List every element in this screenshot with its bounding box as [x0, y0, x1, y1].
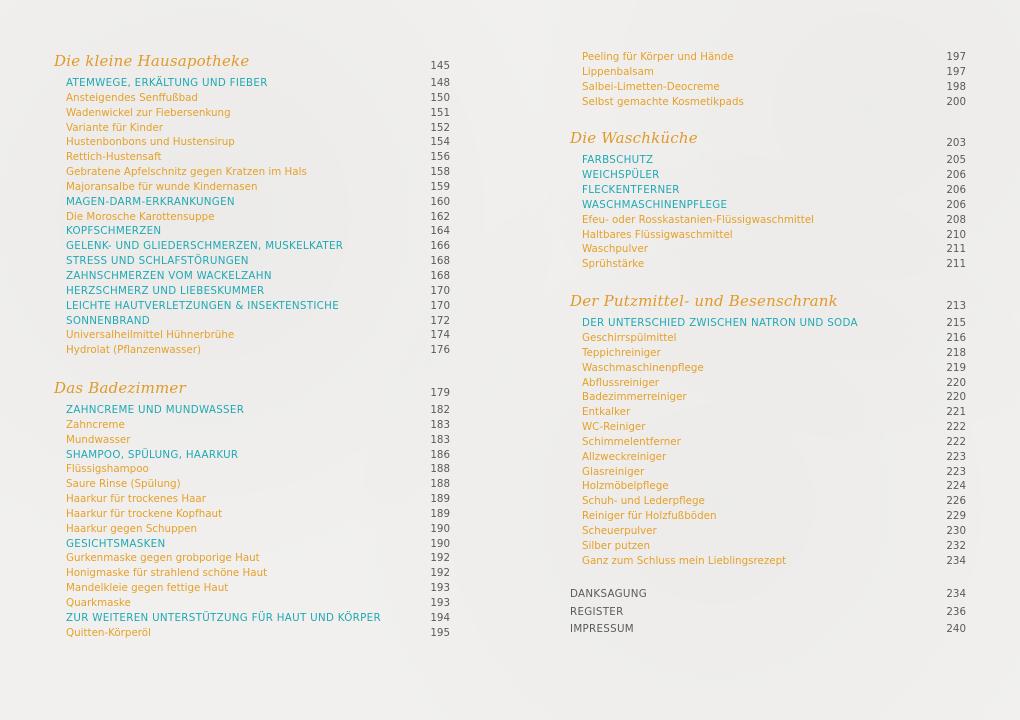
- toc-recipe-entry[interactable]: [54, 581, 450, 596]
- toc-recipe-entry[interactable]: [570, 213, 966, 228]
- chapter-page-number: 203: [946, 137, 966, 150]
- entry-page-number: 223: [946, 465, 966, 478]
- chapter-heading[interactable]: [54, 375, 450, 401]
- toc-recipe-entry[interactable]: [54, 522, 450, 537]
- toc-recipe-entry[interactable]: [54, 492, 450, 507]
- entry-label: Reiniger für Holzfußböden: [582, 510, 717, 523]
- toc-recipe-entry[interactable]: [54, 210, 450, 225]
- entry-label: Haarkur für trockene Kopfhaut: [66, 507, 223, 520]
- entry-label: WC-Reiniger: [582, 421, 646, 434]
- entry-label: SONNENBRAND: [66, 314, 151, 327]
- toc-section-entry[interactable]: [54, 195, 450, 210]
- entry-page-number: 194: [430, 611, 450, 624]
- entry-label: FLECKENTFERNER: [582, 184, 680, 197]
- entry-page-number: 234: [946, 554, 966, 567]
- entry-label: Mundwasser: [66, 433, 131, 446]
- entry-label: Entkalker: [582, 406, 631, 419]
- entry-label: ZAHNSCHMERZEN VOM WACKELZAHN: [66, 269, 272, 282]
- toc-section-entry[interactable]: [54, 76, 450, 91]
- entry-label: Universalheilmittel Hühnerbrühe: [66, 329, 235, 342]
- toc-recipe-entry[interactable]: [570, 361, 966, 376]
- entry-page-number: 190: [430, 537, 450, 550]
- toc-section-entry[interactable]: [54, 284, 450, 299]
- chapter-page-number: 179: [430, 387, 450, 400]
- entry-label: HERZSCHMERZ UND LIEBESKUMMER: [66, 284, 265, 297]
- entry-page-number: 148: [430, 77, 450, 89]
- entry-label: Haarkur gegen Schuppen: [66, 522, 197, 535]
- back-matter-item[interactable]: [570, 586, 966, 604]
- entry-page-number: 182: [430, 404, 450, 417]
- toc-recipe-entry[interactable]: [54, 180, 450, 195]
- entry-page-number: 222: [946, 421, 966, 434]
- continued-entries: [570, 50, 966, 109]
- entry-page-number: 193: [430, 582, 450, 595]
- entry-label: Waschpulver: [582, 243, 648, 256]
- right-toc-column: [570, 50, 966, 639]
- toc-recipe-entry[interactable]: [54, 91, 450, 106]
- toc-section-entry[interactable]: [54, 239, 450, 254]
- entry-page-number: 170: [430, 299, 450, 312]
- entry-page-number: 211: [946, 258, 966, 271]
- entry-page-number: 236: [946, 605, 966, 618]
- entry-label: Zahncreme: [66, 418, 125, 431]
- entry-page-number: 198: [946, 80, 966, 93]
- entry-label: Rettich-Hustensaft: [66, 151, 162, 164]
- entry-label: Mandelkleie gegen fettige Haut: [66, 582, 229, 595]
- chapter-page-number: 145: [430, 60, 450, 72]
- entry-page-number: 158: [430, 166, 450, 179]
- back-matter-item[interactable]: [570, 604, 966, 622]
- entry-page-number: 215: [946, 317, 966, 330]
- entry-label: DER UNTERSCHIED ZWISCHEN NATRON UND SODA: [582, 317, 858, 330]
- entry-page-number: 232: [946, 539, 966, 552]
- entry-label: Honigmaske für strahlend schöne Haut: [66, 567, 268, 580]
- entry-label: Teppichreiniger: [582, 346, 661, 359]
- toc-recipe-entry[interactable]: [570, 539, 966, 554]
- entry-label: Wadenwickel zur Fiebersenkung: [66, 106, 231, 119]
- entry-page-number: 164: [430, 225, 450, 238]
- toc-recipe-entry[interactable]: [54, 418, 450, 433]
- entry-page-number: 168: [430, 269, 450, 282]
- toc-recipe-entry[interactable]: [570, 242, 966, 257]
- entry-page-number: 188: [430, 463, 450, 476]
- entry-label: ZUR WEITEREN UNTERSTÜTZUNG FÜR HAUT UND KÖRPER: [66, 611, 381, 624]
- entry-label: Gebratene Apfelschnitz gegen Kratzen im Hals: [66, 166, 307, 179]
- entry-page-number: 206: [946, 184, 966, 197]
- toc-recipe-entry[interactable]: [54, 121, 450, 136]
- entry-label: ZAHNCREME UND MUNDWASSER: [66, 404, 245, 417]
- entry-page-number: 195: [430, 626, 450, 639]
- toc-recipe-entry[interactable]: [570, 80, 966, 95]
- toc-recipe-entry[interactable]: [570, 228, 966, 243]
- toc-recipe-entry[interactable]: [570, 65, 966, 80]
- toc-recipe-entry[interactable]: [54, 150, 450, 165]
- entry-page-number: 151: [430, 106, 450, 119]
- entry-page-number: 166: [430, 240, 450, 253]
- entry-page-number: 206: [946, 169, 966, 182]
- toc-recipe-entry[interactable]: [570, 524, 966, 539]
- entry-label: Quitten-Körperöl: [66, 626, 151, 639]
- toc-section-entry[interactable]: [54, 403, 450, 418]
- toc-recipe-entry[interactable]: [54, 135, 450, 150]
- right-page: [510, 0, 1020, 720]
- entry-page-number: 208: [946, 213, 966, 226]
- entry-label: DANKSAGUNG: [570, 588, 648, 601]
- toc-section-entry[interactable]: [54, 314, 450, 329]
- toc-section-entry[interactable]: [54, 299, 450, 314]
- chapter-heading[interactable]: [570, 125, 966, 151]
- entry-page-number: 206: [946, 198, 966, 211]
- entry-page-number: 190: [430, 522, 450, 535]
- entry-label: Silber putzen: [582, 539, 651, 552]
- entry-label: Schimmelentferner: [582, 435, 681, 448]
- entry-label: Geschirrspülmittel: [582, 331, 677, 344]
- toc-recipe-entry[interactable]: [54, 106, 450, 121]
- entry-page-number: 162: [430, 210, 450, 223]
- entry-page-number: 174: [430, 329, 450, 342]
- entry-label: REGISTER: [570, 605, 624, 618]
- entry-label: KOPFSCHMERZEN: [66, 225, 162, 238]
- toc-section-entry[interactable]: [570, 316, 966, 331]
- toc-recipe-entry[interactable]: [570, 479, 966, 494]
- entry-label: Die Morosche Karottensuppe: [66, 210, 215, 223]
- toc-recipe-entry[interactable]: [54, 343, 450, 358]
- toc-recipe-entry[interactable]: [570, 420, 966, 435]
- entry-label: LEICHTE HAUTVERLETZUNGEN & INSEKTENSTICHE: [66, 299, 340, 312]
- chapter-title: Das Badezimmer: [54, 379, 186, 398]
- toc-section-entry[interactable]: [570, 153, 966, 168]
- entry-page-number: 188: [430, 478, 450, 491]
- entry-label: Holzmöbelpflege: [582, 480, 669, 493]
- entry-page-number: 160: [430, 195, 450, 208]
- entry-label: STRESS UND SCHLAFSTÖRUNGEN: [66, 255, 249, 268]
- entry-page-number: 150: [430, 91, 450, 104]
- toc-recipe-entry[interactable]: [54, 626, 450, 641]
- entry-page-number: 192: [430, 552, 450, 565]
- chapter-title: Die kleine Hausapotheke: [54, 52, 250, 70]
- entry-page-number: 186: [430, 448, 450, 461]
- chapter-entries: [570, 316, 966, 568]
- toc-recipe-entry[interactable]: [54, 566, 450, 581]
- entry-page-number: 154: [430, 136, 450, 149]
- entry-page-number: 224: [946, 480, 966, 493]
- entry-page-number: 205: [946, 154, 966, 167]
- entry-label: WASCHMASCHINENPFLEGE: [582, 198, 728, 211]
- toc-recipe-entry[interactable]: [570, 435, 966, 450]
- entry-label: Efeu- oder Rosskastanien-Flüssigwaschmittel: [582, 213, 815, 226]
- entry-label: ATEMWEGE, ERKÄLTUNG UND FIEBER: [66, 77, 268, 89]
- toc-recipe-entry[interactable]: [54, 433, 450, 448]
- entry-page-number: 210: [946, 228, 966, 241]
- entry-page-number: 183: [430, 418, 450, 431]
- entry-page-number: 211: [946, 243, 966, 256]
- entry-page-number: 189: [430, 507, 450, 520]
- entry-page-number: 159: [430, 180, 450, 193]
- entry-page-number: 192: [430, 567, 450, 580]
- entry-page-number: 240: [946, 623, 966, 636]
- toc-section-entry[interactable]: [54, 224, 450, 239]
- chapter-entries: [54, 403, 450, 641]
- entry-label: Haltbares Flüssigwaschmittel: [582, 228, 733, 241]
- toc-section-entry[interactable]: [54, 611, 450, 626]
- entry-label: Haarkur für trockenes Haar: [66, 493, 206, 506]
- entry-label: Peeling für Körper und Hände: [582, 51, 734, 63]
- entry-page-number: 223: [946, 450, 966, 463]
- entry-page-number: 193: [430, 597, 450, 609]
- entry-page-number: 200: [946, 95, 966, 108]
- entry-page-number: 170: [430, 284, 450, 297]
- chapter-title: Die Waschküche: [570, 129, 698, 148]
- entry-page-number: 222: [946, 435, 966, 448]
- toc-recipe-entry[interactable]: [570, 450, 966, 465]
- entry-page-number: 226: [946, 495, 966, 508]
- toc-recipe-entry[interactable]: [570, 331, 966, 346]
- entry-label: Lippenbalsam: [582, 65, 654, 78]
- entry-label: Badezimmerreiniger: [582, 391, 687, 404]
- entry-label: Quarkmaske: [66, 597, 131, 609]
- chapter-heading[interactable]: [570, 288, 966, 314]
- toc-section-entry[interactable]: [54, 537, 450, 552]
- toc-section-entry[interactable]: [570, 198, 966, 213]
- left-toc-column: [54, 48, 450, 641]
- toc-section-entry[interactable]: [570, 183, 966, 198]
- chapter-entries: [570, 153, 966, 272]
- toc-recipe-entry[interactable]: [570, 50, 966, 65]
- entry-label: Scheuerpulver: [582, 524, 657, 537]
- entry-page-number: 172: [430, 314, 450, 327]
- toc-recipe-entry[interactable]: [570, 346, 966, 361]
- entry-label: Schuh- und Lederpflege: [582, 495, 705, 508]
- entry-label: Majoransalbe für wunde Kindernasen: [66, 180, 258, 193]
- entry-page-number: 176: [430, 344, 450, 357]
- toc-recipe-entry[interactable]: [570, 376, 966, 391]
- entry-label: FARBSCHUTZ: [582, 154, 654, 167]
- toc-recipe-entry[interactable]: [54, 596, 450, 611]
- entry-label: Hustenbonbons und Hustensirup: [66, 136, 235, 149]
- toc-recipe-entry[interactable]: [570, 465, 966, 480]
- chapter-heading[interactable]: [54, 48, 450, 74]
- entry-label: Hydrolat (Pflanzenwasser): [66, 344, 202, 357]
- chapter-title: Der Putzmittel- und Besenschrank: [570, 292, 838, 311]
- entry-label: SHAMPOO, SPÜLUNG, HAARKUR: [66, 448, 239, 461]
- entry-page-number: 197: [946, 51, 966, 63]
- entry-label: Variante für Kinder: [66, 121, 164, 134]
- entry-label: Salbei-Limetten-Deocreme: [582, 80, 720, 93]
- entry-label: Sprühstärke: [582, 258, 645, 271]
- toc-recipe-entry[interactable]: [54, 477, 450, 492]
- entry-page-number: 168: [430, 255, 450, 268]
- entry-page-number: 220: [946, 376, 966, 389]
- entry-label: Waschmaschinenpflege: [582, 361, 704, 374]
- entry-label: Allzweckreiniger: [582, 450, 667, 463]
- toc-recipe-entry[interactable]: [570, 390, 966, 405]
- entry-label: GESICHTSMASKEN: [66, 537, 166, 550]
- entry-label: Saure Rinse (Spülung): [66, 478, 181, 491]
- entry-page-number: 229: [946, 510, 966, 523]
- back-matter-item[interactable]: [570, 621, 966, 639]
- toc-recipe-entry[interactable]: [54, 462, 450, 477]
- entry-label: MAGEN-DARM-ERKRANKUNGEN: [66, 195, 235, 208]
- entry-page-number: 218: [946, 346, 966, 359]
- chapter-entries: [54, 76, 450, 358]
- entry-page-number: 197: [946, 65, 966, 78]
- entry-page-number: 220: [946, 391, 966, 404]
- entry-label: Gurkenmaske gegen grobporige Haut: [66, 552, 260, 565]
- toc-section-entry[interactable]: [54, 254, 450, 269]
- toc-recipe-entry[interactable]: [570, 95, 966, 110]
- entry-label: Glasreiniger: [582, 465, 645, 478]
- entry-page-number: 152: [430, 121, 450, 134]
- toc-recipe-entry[interactable]: [54, 165, 450, 180]
- toc-recipe-entry[interactable]: [54, 507, 450, 522]
- entry-label: Ganz zum Schluss mein Lieblingsrezept: [582, 554, 787, 567]
- entry-page-number: 156: [430, 151, 450, 164]
- toc-recipe-entry[interactable]: [570, 405, 966, 420]
- toc-recipe-entry[interactable]: [570, 257, 966, 272]
- entry-page-number: 219: [946, 361, 966, 374]
- chapter-page-number: 213: [946, 300, 966, 313]
- toc-section-entry[interactable]: [570, 168, 966, 183]
- entry-page-number: 189: [430, 493, 450, 506]
- entry-label: Abflussreiniger: [582, 376, 660, 389]
- entry-label: WEICHSPÜLER: [582, 169, 660, 182]
- toc-recipe-entry[interactable]: [54, 551, 450, 566]
- toc-section-entry[interactable]: [54, 448, 450, 463]
- toc-recipe-entry[interactable]: [570, 509, 966, 524]
- toc-recipe-entry[interactable]: [570, 494, 966, 509]
- entry-label: Ansteigendes Senffußbad: [66, 91, 198, 104]
- entry-page-number: 221: [946, 406, 966, 419]
- toc-recipe-entry[interactable]: [570, 554, 966, 569]
- entry-page-number: 216: [946, 331, 966, 344]
- entry-label: Selbst gemachte Kosmetikpads: [582, 95, 744, 108]
- entry-page-number: 234: [946, 588, 966, 601]
- toc-section-entry[interactable]: [54, 269, 450, 284]
- entry-label: IMPRESSUM: [570, 623, 634, 636]
- entry-label: GELENK- UND GLIEDERSCHMERZEN, MUSKELKATER: [66, 240, 344, 253]
- entry-page-number: 230: [946, 524, 966, 537]
- back-matter: [570, 586, 966, 639]
- entry-page-number: 183: [430, 433, 450, 446]
- toc-recipe-entry[interactable]: [54, 328, 450, 343]
- entry-label: Flüssigshampoo: [66, 463, 149, 476]
